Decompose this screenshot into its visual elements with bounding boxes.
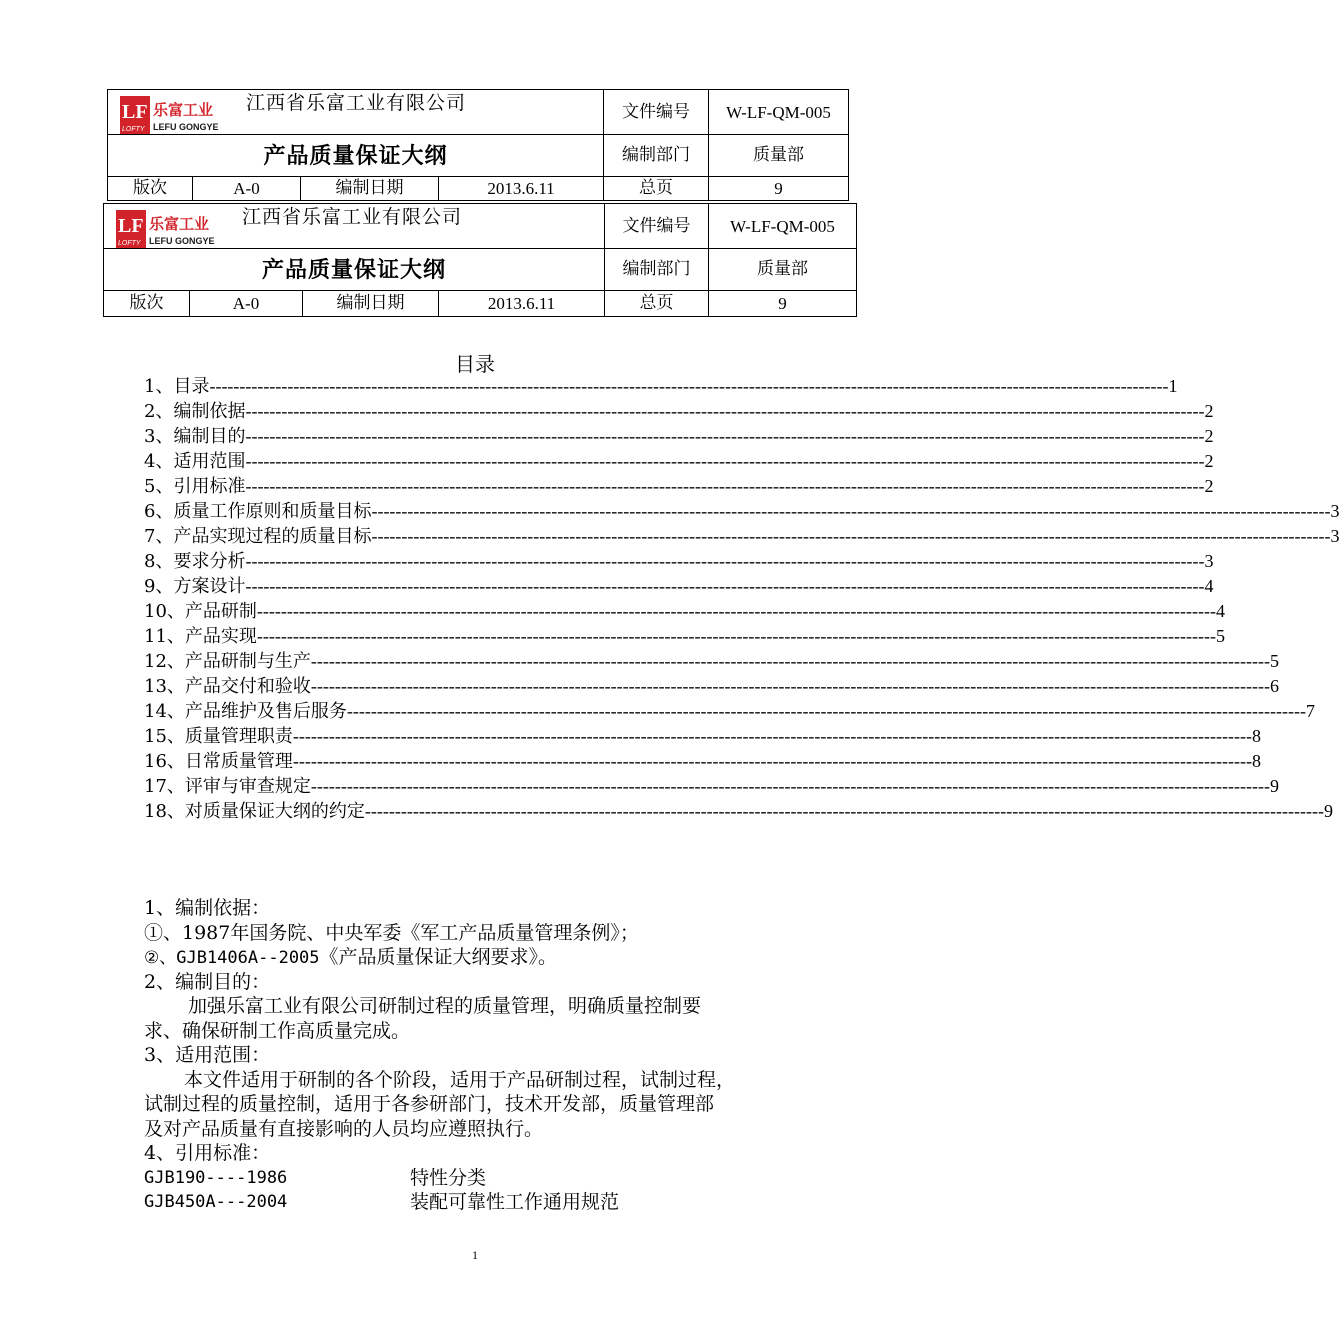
toc-item bbox=[144, 649, 1279, 674]
toc-leader: ---------------------------------------------------------------------------------------------------------------------------------------------------------------- bbox=[245, 426, 1205, 446]
date-value: 2013.6.11 bbox=[439, 177, 604, 201]
toc-item bbox=[144, 674, 1279, 699]
standard-code: GJB450A---2004 bbox=[144, 1192, 288, 1212]
toc-leader: ---------------------------------------------------------------------------------------------------------------------------------------------------------------- bbox=[245, 476, 1205, 496]
toc-leader: ---------------------------------------------------------------------------------------------------------------------------------------------------------------- bbox=[310, 676, 1270, 696]
toc-leader: ---------------------------------------------------------------------------------------------------------------------------------------------------------------- bbox=[245, 551, 1205, 571]
dept-value: 质量部 bbox=[709, 249, 857, 291]
svg-text:LOFTY: LOFTY bbox=[118, 240, 141, 247]
toc-item-page: 5 bbox=[1269, 651, 1279, 671]
toc-leader: ---------------------------------------------------------------------------------------------------------------------------------------------------------------- bbox=[256, 626, 1216, 646]
toc-leader: ---------------------------------------------------------------------------------------------------------------------------------------------------------------- bbox=[245, 576, 1205, 596]
toc-item-label: 8、要求分析 bbox=[144, 551, 246, 572]
toc-title: 目录 bbox=[455, 352, 495, 376]
toc-item bbox=[144, 699, 1315, 724]
toc-item-page: 3 bbox=[1330, 526, 1340, 546]
toc-list bbox=[144, 374, 1340, 824]
toc-item bbox=[144, 749, 1261, 774]
toc-item bbox=[144, 549, 1214, 574]
toc-item-label: 9、方案设计 bbox=[144, 576, 246, 597]
toc-item-label: 1、目录 bbox=[144, 376, 210, 397]
toc-item-label: 12、产品研制与生产 bbox=[144, 651, 311, 672]
toc-item-label: 6、质量工作原则和质量目标 bbox=[144, 501, 372, 522]
toc-item bbox=[144, 524, 1340, 549]
toc-item-label: 13、产品交付和验收 bbox=[144, 676, 311, 697]
document-body bbox=[144, 896, 824, 1215]
document-title: 产品质量保证大纲 bbox=[104, 249, 605, 291]
svg-text:乐富工业: 乐富工业 bbox=[153, 101, 214, 119]
toc-item-label: 15、质量管理职责 bbox=[144, 726, 293, 747]
version-value: A-0 bbox=[193, 177, 301, 201]
toc-leader: ---------------------------------------------------------------------------------------------------------------------------------------------------------------- bbox=[371, 501, 1331, 521]
toc-item-page: 6 bbox=[1269, 676, 1279, 696]
toc-item bbox=[144, 499, 1340, 524]
toc-item-label: 10、产品研制 bbox=[144, 601, 257, 622]
basis-item-2-code: ②、GJB1406A--2005 bbox=[144, 948, 320, 968]
doc-number: W-LF-QM-005 bbox=[709, 204, 857, 249]
toc-item-page: 8 bbox=[1251, 726, 1261, 746]
total-pages-label: 总页 bbox=[605, 291, 709, 317]
doc-number: W-LF-QM-005 bbox=[709, 90, 849, 135]
toc-item-label: 3、编制目的 bbox=[144, 426, 246, 447]
company-cell bbox=[104, 204, 605, 249]
toc-leader: ---------------------------------------------------------------------------------------------------------------------------------------------------------------- bbox=[364, 801, 1324, 821]
toc-leader: ---------------------------------------------------------------------------------------------------------------------------------------------------------------- bbox=[245, 451, 1205, 471]
version-label: 版次 bbox=[108, 177, 193, 201]
svg-text:LF: LF bbox=[122, 101, 148, 123]
toc-item-label: 18、对质量保证大纲的约定 bbox=[144, 801, 365, 822]
toc-leader: ---------------------------------------------------------------------------------------------------------------------------------------------------------------- bbox=[209, 376, 1169, 396]
version-value: A-0 bbox=[190, 291, 303, 317]
toc-item-page: 5 bbox=[1215, 626, 1225, 646]
total-pages-value: 9 bbox=[709, 177, 849, 201]
company-cell bbox=[108, 90, 604, 135]
toc-item bbox=[144, 424, 1214, 449]
toc-item bbox=[144, 374, 1178, 399]
toc-leader: ---------------------------------------------------------------------------------------------------------------------------------------------------------------- bbox=[346, 701, 1306, 721]
toc-leader: ---------------------------------------------------------------------------------------------------------------------------------------------------------------- bbox=[292, 726, 1252, 746]
toc-item-page: 7 bbox=[1305, 701, 1315, 721]
toc-item-label: 2、编制依据 bbox=[144, 401, 246, 422]
svg-text:LEFU GONGYE: LEFU GONGYE bbox=[149, 236, 215, 246]
toc-leader: ---------------------------------------------------------------------------------------------------------------------------------------------------------------- bbox=[310, 651, 1270, 671]
dept-label: 编制部门 bbox=[605, 249, 709, 291]
document-title: 产品质量保证大纲 bbox=[108, 135, 604, 177]
toc-item-label: 5、引用标准 bbox=[144, 476, 246, 497]
version-label: 版次 bbox=[104, 291, 190, 317]
toc-item bbox=[144, 399, 1214, 424]
basis-item-1: ①、1987年国务院、中央军委《军工产品质量管理条例》； bbox=[144, 921, 639, 944]
toc-item bbox=[144, 449, 1214, 474]
standard-row bbox=[144, 1166, 824, 1191]
toc-item-label: 4、适用范围 bbox=[144, 451, 246, 472]
scope-line-2: 试制过程的质量控制，适用于各参研部门，技术开发部，质量管理部 bbox=[144, 1093, 715, 1115]
date-label: 编制日期 bbox=[303, 291, 439, 317]
total-pages-value: 9 bbox=[709, 291, 857, 317]
scope-line-3: 及对产品质量有直接影响的人员均应遵照执行。 bbox=[144, 1117, 544, 1140]
section-heading-scope: 3、适用范围： bbox=[144, 1044, 271, 1066]
toc-leader: ---------------------------------------------------------------------------------------------------------------------------------------------------------------- bbox=[256, 601, 1216, 621]
toc-item-page: 8 bbox=[1251, 751, 1261, 771]
svg-text:LEFU GONGYE: LEFU GONGYE bbox=[153, 122, 219, 132]
doc-number-label: 文件编号 bbox=[604, 90, 709, 135]
standard-name: 装配可靠性工作通用规范 bbox=[410, 1191, 620, 1213]
toc-item bbox=[144, 799, 1333, 824]
toc-item-page: 3 bbox=[1204, 551, 1214, 571]
purpose-line-1: 加强乐富工业有限公司研制过程的质量管理，明确质量控制要 bbox=[188, 995, 702, 1017]
doc-number-label: 文件编号 bbox=[605, 204, 709, 249]
toc-item bbox=[144, 624, 1225, 649]
dept-value: 质量部 bbox=[709, 135, 849, 177]
company-logo bbox=[116, 210, 220, 248]
date-label: 编制日期 bbox=[301, 177, 439, 201]
toc-item-page: 4 bbox=[1215, 601, 1225, 621]
date-value: 2013.6.11 bbox=[439, 291, 605, 317]
document-header-table bbox=[107, 89, 849, 201]
section-heading-purpose: 2、编制目的： bbox=[144, 970, 271, 993]
toc-item-page: 4 bbox=[1204, 576, 1214, 596]
toc-item-label: 16、日常质量管理 bbox=[144, 751, 293, 772]
document-header-table-repeat bbox=[103, 203, 857, 317]
basis-item-2-text: 《产品质量保证大纲要求》。 bbox=[319, 946, 558, 968]
toc-item bbox=[144, 774, 1279, 799]
toc-item-page: 2 bbox=[1204, 451, 1214, 471]
svg-text:LF: LF bbox=[118, 215, 144, 237]
company-name: 江西省乐富工业有限公司 bbox=[246, 92, 467, 114]
toc-item bbox=[144, 599, 1225, 624]
section-heading-standards: 4、引用标准： bbox=[144, 1142, 271, 1164]
svg-text:乐富工业: 乐富工业 bbox=[149, 215, 210, 233]
standard-row bbox=[144, 1190, 824, 1215]
scope-line-1: 本文件适用于研制的各个阶段，适用于产品研制过程，试制过程， bbox=[184, 1068, 736, 1091]
company-name: 江西省乐富工业有限公司 bbox=[242, 206, 463, 228]
company-logo bbox=[120, 96, 224, 134]
section-heading-basis: 1、编制依据： bbox=[144, 897, 271, 919]
toc-leader: ---------------------------------------------------------------------------------------------------------------------------------------------------------------- bbox=[371, 526, 1331, 546]
standard-code: GJB190----1986 bbox=[144, 1167, 288, 1188]
toc-item-page: 1 bbox=[1168, 376, 1178, 396]
standard-name: 特性分类 bbox=[410, 1166, 487, 1189]
toc-item-label: 14、产品维护及售后服务 bbox=[144, 701, 347, 722]
total-pages-label: 总页 bbox=[604, 177, 709, 201]
toc-item-label: 11、产品实现 bbox=[144, 626, 257, 647]
toc-item-page: 3 bbox=[1330, 501, 1340, 521]
purpose-line-2: 求、确保研制工作高质量完成。 bbox=[144, 1019, 411, 1042]
toc-item-page: 2 bbox=[1204, 476, 1214, 496]
toc-item-page: 9 bbox=[1269, 776, 1279, 796]
toc-leader: ---------------------------------------------------------------------------------------------------------------------------------------------------------------- bbox=[310, 776, 1270, 796]
toc-item-page: 2 bbox=[1204, 401, 1214, 421]
basis-item-2 bbox=[144, 945, 824, 970]
toc-item bbox=[144, 474, 1214, 499]
toc-item bbox=[144, 724, 1261, 749]
svg-text:LOFTY: LOFTY bbox=[122, 126, 145, 133]
page-number: 1 bbox=[472, 1248, 478, 1262]
toc-leader: ---------------------------------------------------------------------------------------------------------------------------------------------------------------- bbox=[245, 401, 1205, 421]
toc-item-page: 9 bbox=[1323, 801, 1333, 821]
toc-item bbox=[144, 574, 1214, 599]
toc-item-page: 2 bbox=[1204, 426, 1214, 446]
toc-item-label: 17、评审与审查规定 bbox=[144, 776, 311, 797]
dept-label: 编制部门 bbox=[604, 135, 709, 177]
toc-item-label: 7、产品实现过程的质量目标 bbox=[144, 526, 372, 547]
toc-leader: ---------------------------------------------------------------------------------------------------------------------------------------------------------------- bbox=[292, 751, 1252, 771]
